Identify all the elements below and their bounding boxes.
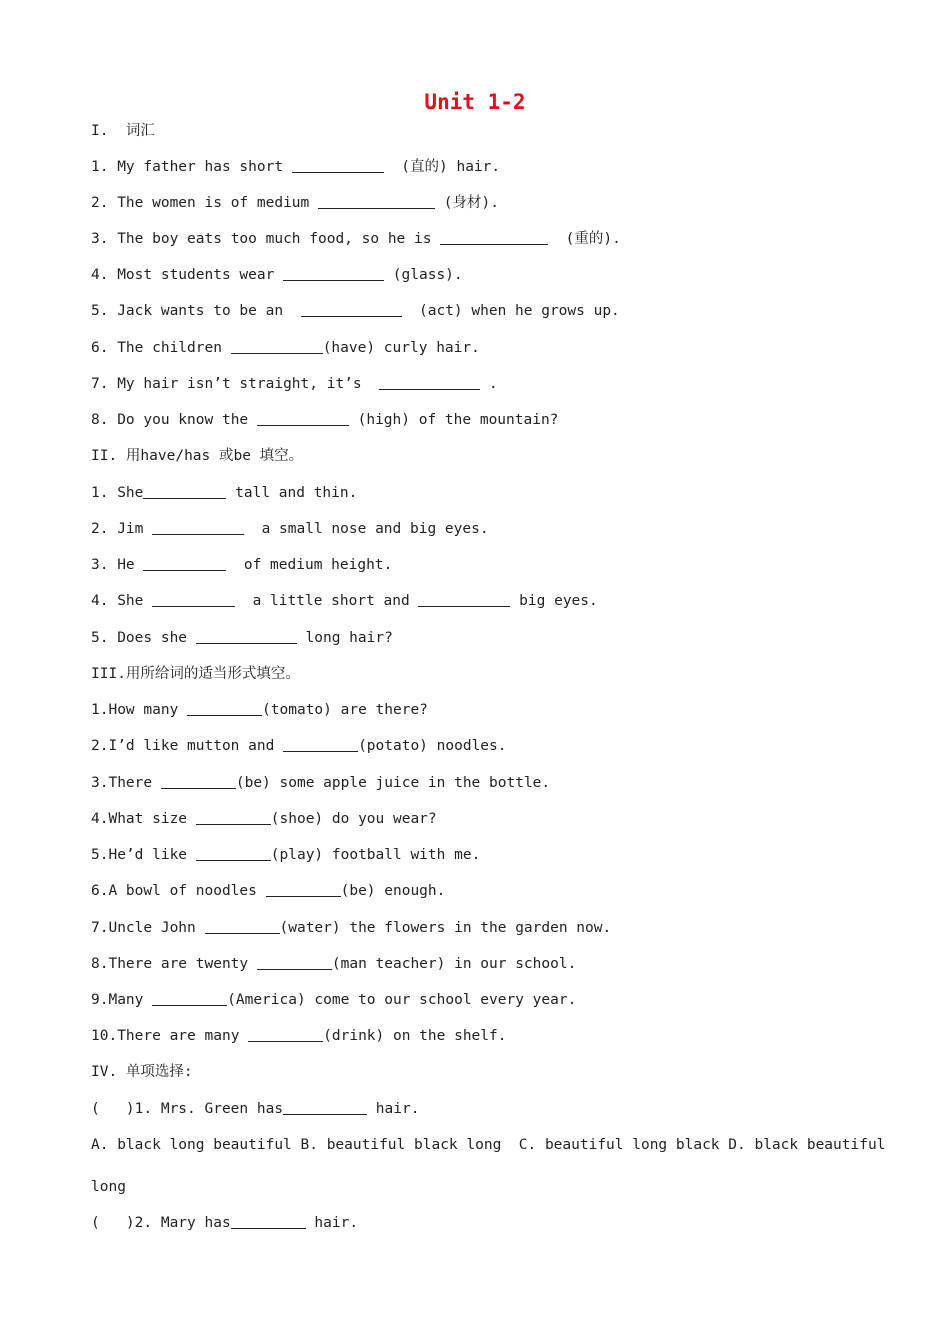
page-title: Unit 1-2: [424, 90, 526, 114]
question-line: [91, 338, 480, 358]
question-text: big eyes.: [510, 593, 598, 609]
question-line: [91, 193, 499, 213]
answer-blank[interactable]: [196, 629, 297, 644]
question-text: (man teacher) in our school.: [331, 956, 577, 972]
question-number: 7.: [91, 920, 109, 936]
question-text: There are twenty: [108, 956, 257, 972]
question-text: He’d like: [108, 847, 196, 863]
question-line: [91, 736, 506, 756]
question-text: a small nose and big eyes.: [244, 521, 489, 537]
question-text: (tomato) are there?: [262, 702, 428, 718]
question-line: [91, 628, 393, 648]
question-number: 3.: [91, 231, 109, 247]
question-text: hair.: [367, 1101, 420, 1117]
question-text: (shoe) do you wear?: [270, 811, 437, 827]
question-text: She: [117, 485, 144, 501]
question-text: (have) curly hair.: [322, 340, 480, 356]
question-line: [91, 157, 500, 177]
answer-blank[interactable]: [152, 592, 235, 607]
question-text: How many: [108, 702, 188, 718]
answer-blank[interactable]: [152, 520, 244, 535]
question-text: (act) when he grows up.: [401, 303, 620, 319]
question-text: (America) come to our school every year.: [227, 992, 577, 1008]
question-text: (身材).: [435, 195, 499, 211]
question-number: 4.: [91, 811, 109, 827]
question-line: [91, 954, 576, 974]
question-number: 3.: [91, 557, 109, 573]
question-line: [91, 301, 620, 321]
question-text: (water) the flowers in the garden now.: [279, 920, 612, 936]
question-number: 10.: [91, 1028, 118, 1044]
question-text: She: [117, 593, 153, 609]
question-text: Many: [108, 992, 153, 1008]
answer-blank[interactable]: [266, 882, 341, 897]
question-text: There are many: [117, 1028, 249, 1044]
question-text: The children: [117, 340, 222, 356]
question-text: (high) of the mountain?: [348, 412, 559, 428]
answer-blank[interactable]: [318, 194, 435, 209]
question-line: [91, 1213, 358, 1233]
question-number: 9.: [91, 992, 109, 1008]
question-text: My father has short: [117, 159, 284, 175]
answer-blank[interactable]: [187, 701, 262, 716]
section-heading: III.用所给词的适当形式填空。: [91, 666, 300, 682]
question-number: 2.: [91, 738, 109, 754]
question-line: [91, 555, 392, 575]
answer-blank[interactable]: [283, 1100, 367, 1115]
question-text: What size: [108, 811, 196, 827]
question-text: ( )2. Mary has: [91, 1215, 231, 1231]
answer-blank[interactable]: [231, 1214, 306, 1229]
question-text: Uncle John: [108, 920, 205, 936]
question-text: (重的).: [548, 231, 621, 247]
question-line: [91, 410, 558, 430]
answer-blank[interactable]: [418, 592, 510, 607]
answer-blank[interactable]: [257, 411, 349, 426]
question-line: [91, 374, 498, 394]
answer-blank[interactable]: [152, 991, 227, 1006]
question-number: 6.: [91, 883, 109, 899]
question-number: 4.: [91, 267, 109, 283]
question-line: [91, 483, 357, 503]
answer-blank[interactable]: [143, 484, 226, 499]
question-number: 2.: [91, 521, 109, 537]
question-line: [91, 990, 576, 1010]
question-number: 1.: [91, 159, 109, 175]
question-text: a little short and: [235, 593, 419, 609]
answer-blank[interactable]: [231, 339, 323, 354]
answer-blank[interactable]: [292, 158, 384, 173]
question-number: 3.: [91, 775, 109, 791]
question-text: (be) enough.: [340, 883, 446, 899]
question-line: [91, 809, 437, 829]
question-text: (glass).: [384, 267, 463, 283]
answer-blank[interactable]: [257, 955, 332, 970]
question-number: 6.: [91, 340, 109, 356]
question-number: 2.: [91, 195, 109, 211]
question-text: The boy eats too much food, so he is: [117, 231, 432, 247]
question-number: 7.: [91, 376, 109, 392]
question-number: 5.: [91, 303, 109, 319]
question-text: He: [117, 557, 144, 573]
question-text: (be) some apple juice in the bottle.: [235, 775, 551, 791]
question-text: .: [480, 376, 498, 392]
question-text: Jim: [117, 521, 153, 537]
question-line: [91, 773, 550, 793]
question-text: (play) football with me.: [270, 847, 481, 863]
question-text: I’d like mutton and: [108, 738, 284, 754]
question-text: hair.: [305, 1215, 359, 1231]
answer-blank[interactable]: [283, 737, 358, 752]
question-text: (drink) on the shelf.: [323, 1028, 507, 1044]
answer-blank[interactable]: [161, 774, 236, 789]
question-text: There: [108, 775, 161, 791]
question-number: 1.: [91, 485, 109, 501]
question-text: (直的) hair.: [383, 159, 501, 175]
options-line-wrap: long: [91, 1179, 126, 1195]
question-text: (potato) noodles.: [358, 738, 507, 754]
section-heading: I. 词汇: [91, 123, 155, 139]
question-line: [91, 881, 445, 901]
question-line: [91, 519, 489, 539]
question-number: 8.: [91, 956, 109, 972]
question-text: My hair isn’t straight, it’s: [117, 376, 371, 392]
question-text: The women is of medium: [117, 195, 310, 211]
answer-blank[interactable]: [143, 556, 226, 571]
question-number: 1.: [91, 702, 109, 718]
answer-blank[interactable]: [301, 302, 402, 317]
answer-blank[interactable]: [196, 846, 271, 861]
question-line: [91, 591, 598, 611]
question-line: [91, 845, 480, 865]
answer-blank[interactable]: [248, 1027, 323, 1042]
question-text: of medium height.: [226, 557, 393, 573]
options-line: A. black long beautiful B. beautiful black long C. beautiful long black D. black beautiful: [91, 1137, 886, 1153]
question-text: Most students wear: [117, 267, 275, 283]
question-line: [91, 700, 428, 720]
question-line: [91, 265, 463, 285]
question-text: tall and thin.: [226, 485, 358, 501]
answer-blank[interactable]: [283, 266, 384, 281]
question-text: A bowl of noodles: [108, 883, 266, 899]
question-text: ( )1. Mrs. Green has: [91, 1101, 284, 1117]
answer-blank[interactable]: [440, 230, 548, 245]
question-number: 5.: [91, 630, 109, 646]
answer-blank[interactable]: [205, 919, 280, 934]
question-line: [91, 229, 621, 249]
answer-blank[interactable]: [196, 810, 271, 825]
question-text: Jack wants to be an: [117, 303, 292, 319]
question-number: 5.: [91, 847, 109, 863]
question-text: long hair?: [296, 630, 393, 646]
question-text: Do you know the: [117, 412, 249, 428]
section-heading: II. 用have/has 或be 填空。: [91, 448, 304, 464]
answer-blank[interactable]: [379, 375, 480, 390]
question-line: [91, 1026, 506, 1046]
question-line: [91, 1099, 419, 1119]
question-line: [91, 918, 611, 938]
question-text: Does she: [117, 630, 196, 646]
question-number: 4.: [91, 593, 109, 609]
question-number: 8.: [91, 412, 109, 428]
section-heading: IV. 单项选择:: [91, 1064, 193, 1080]
